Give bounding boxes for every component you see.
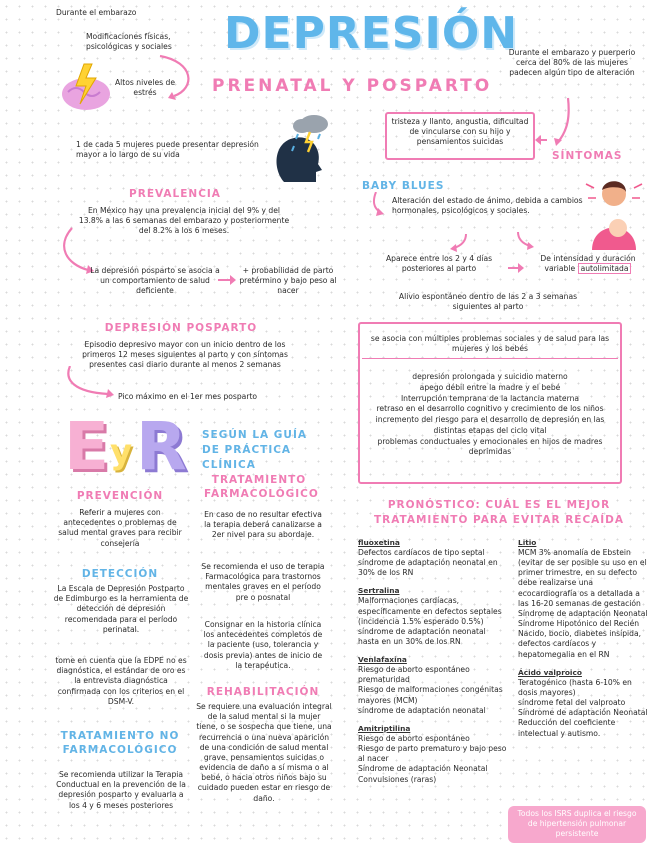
drug-effect: MCM 3% anomalía de Ebstein (evitar de ser posible su uso en el primer trimestre, en su defecto debe realizarse una ecocardiografía os a detallada a las 16-20 semanas de gestación (518, 547, 647, 608)
arrow-down-right-small (514, 232, 536, 252)
prognosis-left (358, 538, 508, 785)
arrow-down-small (368, 192, 386, 218)
symptoms-box: tristeza y llanto, angustia, dificultad de vincularse con su hijo y pensamientos suicidas (385, 112, 535, 160)
drug-fluoxetine (358, 538, 508, 578)
associations-header: se asocia con múltiples problemas sociales y de salud para las mujeres y los bebés (370, 334, 610, 354)
drug-effect: Síndrome de adaptación Neonatal (358, 764, 488, 774)
logo-y: y (110, 432, 133, 472)
associations-list (368, 372, 612, 458)
symptoms-label: SÍNTOMAS (552, 150, 623, 162)
drug-effect: Malformaciones cardíacas, específicamente en defectos septales (incidencia 1.5% esperado 0.5%) (358, 596, 502, 626)
baby-blues-desc: Alteración del estado de ánimo, debida a cambios hormonales, psicológicos y sociales. (392, 196, 583, 216)
duration-text: De intensidad y duración variable (540, 254, 636, 274)
drug-name: Litio (518, 538, 537, 547)
page-subtitle: PRENATAL Y POSPARTO (212, 76, 493, 96)
postpartum-desc: Episodio depresivo mayor con un inicio dentro de los primeros 12 meses siguientes al parto y con síntomas presentes casi diario durante al menos 2 semanas (82, 340, 288, 370)
rehab-text: Se requiere una evaluación integral de la salud mental si la mujer tiene, o se sospecha que tiene, una recurrencia o una nueva aparición de una condición de salud mental grave. pensamientos suicidas o evidencia de daño a sí misma o al bebé, o hacia otros niños bajo su cuidado pueden estar en riesgo de daño. (196, 702, 332, 803)
stress-text: Altos niveles de estrés (114, 78, 176, 98)
pharma-title: TRATAMIENTO FARMACOLÓGICO (204, 474, 319, 500)
association-item: retraso en el desarrollo cognitivo y crecimiento de los niños (376, 404, 604, 414)
head-raincloud-icon (266, 112, 336, 184)
arrow-curve-peak (64, 366, 116, 402)
prognosis-right (518, 538, 648, 739)
association-item: incremento del riesgo para el desarrollo de depresión en las distintas etapas del ciclo vital (375, 415, 605, 435)
pharma-text-3: Consignar en la historia clínica los antecedentes completos de la paciente (uso, tolerancia y dosis previa) antes de inicio de la terapéutica. (203, 620, 323, 670)
drug-effect: Defectos cardíacos de tipo septal (358, 547, 485, 557)
drug-effect: síndrome de adaptación neonatal hasta en un 30% de los RN (358, 626, 486, 647)
logo-r: R (136, 408, 187, 485)
postpartum-title: DEPRESIÓN POSPARTO (104, 322, 258, 334)
drug-venlafaxine (358, 655, 508, 716)
association-item: depresión prolongada y suicidio materno (412, 372, 568, 381)
top-right-text: Durante el embarazo y puerperio cerca del 80% de las mujeres padecen algún tipo de alteración (508, 48, 636, 78)
brain-lightning-icon (58, 62, 114, 114)
drug-sertraline (358, 586, 508, 647)
drug-name: Amitriptilina (358, 724, 411, 733)
rehab-title: REHABILITACIÓN (206, 686, 320, 698)
prevalence-title: PREVALENCIA (129, 188, 221, 200)
drug-effect: Síndrome Hipotónico del Recién Nacido, bocio, diabetes insípida, defectos cardíacos y hepatomegalia en el RN (518, 619, 642, 659)
baby-blues-duration (528, 254, 648, 274)
drug-effect: Riesgo de aborto espontáneo (358, 733, 470, 743)
drug-effect: Convulsiones (raras) (358, 774, 437, 784)
drug-name: Venlafaxina (358, 655, 407, 665)
autolimited-badge: autolimitada (578, 263, 632, 274)
guide-title: SEGÚN LA GUÍA DE PRÁCTICA CLÍNICA (202, 429, 307, 472)
drug-effect: Riesgo de malformaciones congénitas mayores (MCM) (358, 685, 503, 705)
drug-effect: síndrome de adaptación neonatal (358, 705, 486, 715)
drug-effect: Síndrome de adaptación Neonatal (518, 608, 648, 618)
baby-blues-onset: Aparece entre los 2 y 4 días posteriores al parto (385, 254, 493, 274)
drug-name: Ácido valproico (518, 667, 582, 677)
ssri-note: Todos los ISRS duplica el riesgo de hipertensión pulmonar persistente (508, 806, 646, 843)
logo-e: E (64, 408, 110, 485)
prognosis-title: PRONÓSTICO: CUÁL ES EL MEJOR TRATAMIENTO PARA EVITAR RECAÍDA (373, 499, 625, 527)
one-in-five: 1 de cada 5 mujeres puede presentar depresión mayor a lo largo de su vida (76, 140, 259, 160)
drug-effect: Riesgo de parto prematuro y bajo peso al nacer (358, 744, 507, 764)
baby-blues-title: BABY BLUES (362, 180, 445, 192)
arrow-left (535, 132, 549, 148)
arrow-down-left (448, 234, 470, 254)
non-pharma-text: Se recomienda utilizar la Terapia Conductual en la prevención de la depresión posparto y evaluarla a los 4 y 6 meses posteriores (56, 770, 186, 810)
drug-effect: Reducción del coeficiente intelectual y autismo. (518, 718, 616, 738)
top-left-label: Durante el embarazo (56, 8, 137, 17)
associations-divider (362, 358, 618, 359)
association-item: problemas conductuales y emocionales en hijos de madres deprimidas (377, 436, 603, 457)
drug-amitriptyline (358, 724, 508, 785)
arrow-right-small-2 (508, 262, 524, 274)
postpartum-peak: Pico máximo en el 1er mes posparto (118, 392, 258, 401)
prevention-text: Referir a mujeres con antecedentes o problemas de salud mental graves para recibir consejería (58, 508, 182, 548)
baby-blues-relief: Alivio espontáneo dentro de las 2 a 3 semanas siguientes al parto (398, 292, 578, 312)
pharma-text-1: En caso de no resultar efectiva la terapia deberá canalizarse a 2er nivel para su abordaje. (204, 510, 322, 540)
association-item: apego débil entre la madre y el bebé (419, 382, 561, 392)
non-pharma-title: TRATAMIENTO NO FARMACOLÓGICO (60, 730, 180, 756)
prevalence-association: La depresión posparto se asocia a un comportamiento de salud deficiente (90, 266, 220, 296)
drug-name: fluoxetina (358, 538, 400, 547)
drug-lithium (518, 538, 648, 660)
prevalence-probability: + probabilidad de parto pretérmino y bajo peso al nacer (239, 266, 337, 296)
drug-effect: Síndrome de adaptación Neonatal (518, 708, 648, 718)
mother-baby-icon (584, 176, 648, 252)
arrow-curve (150, 52, 200, 102)
drug-name: Sertralina (358, 586, 400, 596)
drug-effect: Riesgo de aborto espontáneo (358, 665, 470, 675)
detection-text-1: La Escala de Depresión Postparto de Edimburgo es la herramienta de detección de depresión recomendada para el período perinatal. (53, 584, 189, 634)
page-title: DEPRESIÓN (224, 8, 519, 59)
prevention-title: PREVENCIÓN (76, 490, 164, 502)
drug-effect: Teratogénico (hasta 6-10% en dosis mayores) (518, 677, 632, 697)
drug-effect: síndrome de adaptación neonatal en 30% de los RN (358, 558, 498, 578)
association-item: Interrupción temprana de la lactancia materna (400, 393, 580, 403)
drug-effect: síndrome fetal del valproato (518, 698, 626, 708)
pharma-text-2: Se recomienda el uso de terapia Farmacológica para trastornos mentales graves en el período pre o posnatal (201, 562, 325, 602)
detection-text-2: tome en cuenta que la EDPE no es diagnóstica, el estándar de oro es la entrevista diagnóstica confirmada con los criterios en el DSM-V. (55, 656, 187, 706)
drug-effect: prematuridad (358, 675, 410, 685)
top-left-change: Modificaciones físicas, psicológicas y sociales (86, 32, 172, 52)
detection-title: DETECCIÓN (81, 568, 159, 580)
arrow-right-small (218, 274, 236, 286)
prevalence-mexico: En México hay una prevalencia inicial del 9% y del 13.8% a las 6 semanas del embarazo y posteriormente del 8.2% a los 6 meses. (78, 206, 290, 236)
drug-valproic-acid (518, 668, 648, 739)
